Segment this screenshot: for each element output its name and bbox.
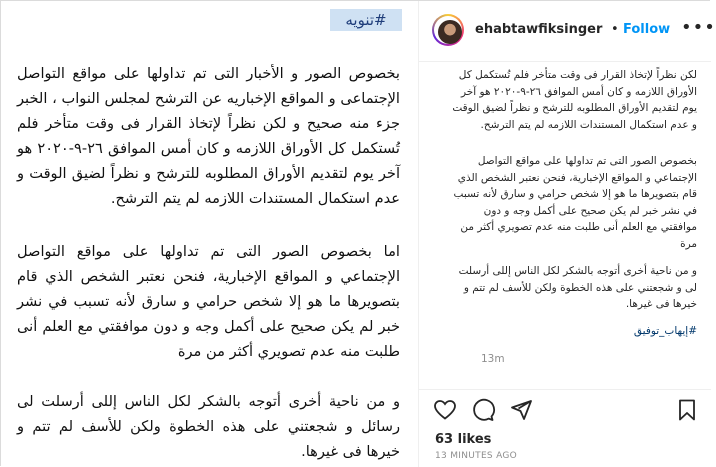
more-options-icon[interactable]: ••• bbox=[681, 17, 716, 38]
share-icon[interactable] bbox=[509, 398, 533, 422]
caption-paragraph-1: لكن نظراً لإتخاذ القرار فى وقت متأخر فلم تُستكمل كل الأوراق اللازمه و كان أمس الموافق ٢٦-٩-٢٠٢٠ هو آخر يوم لتقديم الأوراق المطلوبه للترشح و نظراً لضيق الوقت و عدم استكمال المستندات اللازمه لم يتم الترشح. bbox=[452, 69, 697, 131]
posted-time: 13 MINUTES AGO bbox=[435, 451, 518, 461]
separator-dot: • bbox=[611, 22, 619, 37]
caption-timestamp: 13m bbox=[481, 353, 505, 365]
action-bar bbox=[419, 389, 711, 430]
comment-icon[interactable] bbox=[471, 398, 495, 422]
image-paragraph-1: بخصوص الصور و الأخبار التى تم تداولها على مواقع التواصل الإجتماعى و المواقع الإخباريه عن الترشح لمجلس النواب ، الخبر جزء منه صحيح و لكن نظراً لإتخاذ القرار فى وقت متأخر فلم تُستكمل كل الأوراق اللازمه و كان أمس الموافق ٢٦-٩-٢٠٢٠ هو آخر يوم لتقديم الأوراق المطلوبه للترشح و نظراً لضيق الوقت و عدم استكمال المستندات اللازمه لم يتم الترشح. bbox=[17, 65, 400, 207]
avatar[interactable] bbox=[432, 14, 464, 46]
follow-button[interactable]: Follow bbox=[623, 22, 671, 37]
heart-icon[interactable] bbox=[433, 398, 457, 422]
caption-hashtag-link[interactable]: #إيهاب_توفيق bbox=[633, 325, 697, 337]
post-image bbox=[1, 1, 419, 467]
image-hashtag: #تنويه bbox=[330, 9, 402, 31]
caption-paragraph-3: و من ناحية أخرى أتوجه بالشكر لكل الناس إللى أرسلت لى و شجعتني على هذه الخطوة ولكن للأسف لم تتم و خيرها فى غيرها. bbox=[458, 265, 697, 310]
image-paragraph-2: اما بخصوص الصور التى تم تداولها على مواقع التواصل الإجتماعي و المواقع الإخبارية، فنحن نعتبر الشخص الذي قام بتصويرها ما هو إلا شخص حرامي و سارق لأنه تسبب في نشر خبر لم يكن صحيح على أكمل وجه و دون موافقتي مع العلم أنى طلبت منه عدم تصويري أكثر من مرة bbox=[17, 243, 400, 360]
post-side-panel bbox=[419, 1, 716, 467]
image-paragraph-3: و من ناحية أخرى أتوجه بالشكر لكل الناس إللى أرسلت لى رسائل و شجعتني على هذه الخطوة ولكن للأسف لم تتم و خيرها فى غيرها. bbox=[17, 393, 400, 460]
username-link[interactable]: ehabtawfiksinger bbox=[475, 22, 603, 37]
likes-count[interactable]: 63 likes bbox=[435, 432, 492, 447]
caption-paragraph-2: بخصوص الصور التى تم تداولها على مواقع التواصل الإجتماعي و المواقع الإخبارية، فنحن نعتبر الشخص الذي قام بتصويرها ما هو إلا شخص حرامي و سارق لأنه تسبب في نشر خبر لم يكن صحيح على أكمل وجه و دون موافقتي مع العلم أنى طلبت منه عدم تصويري أكثر من مرة bbox=[453, 155, 697, 250]
bookmark-icon[interactable] bbox=[675, 398, 699, 422]
post-header bbox=[419, 1, 716, 62]
